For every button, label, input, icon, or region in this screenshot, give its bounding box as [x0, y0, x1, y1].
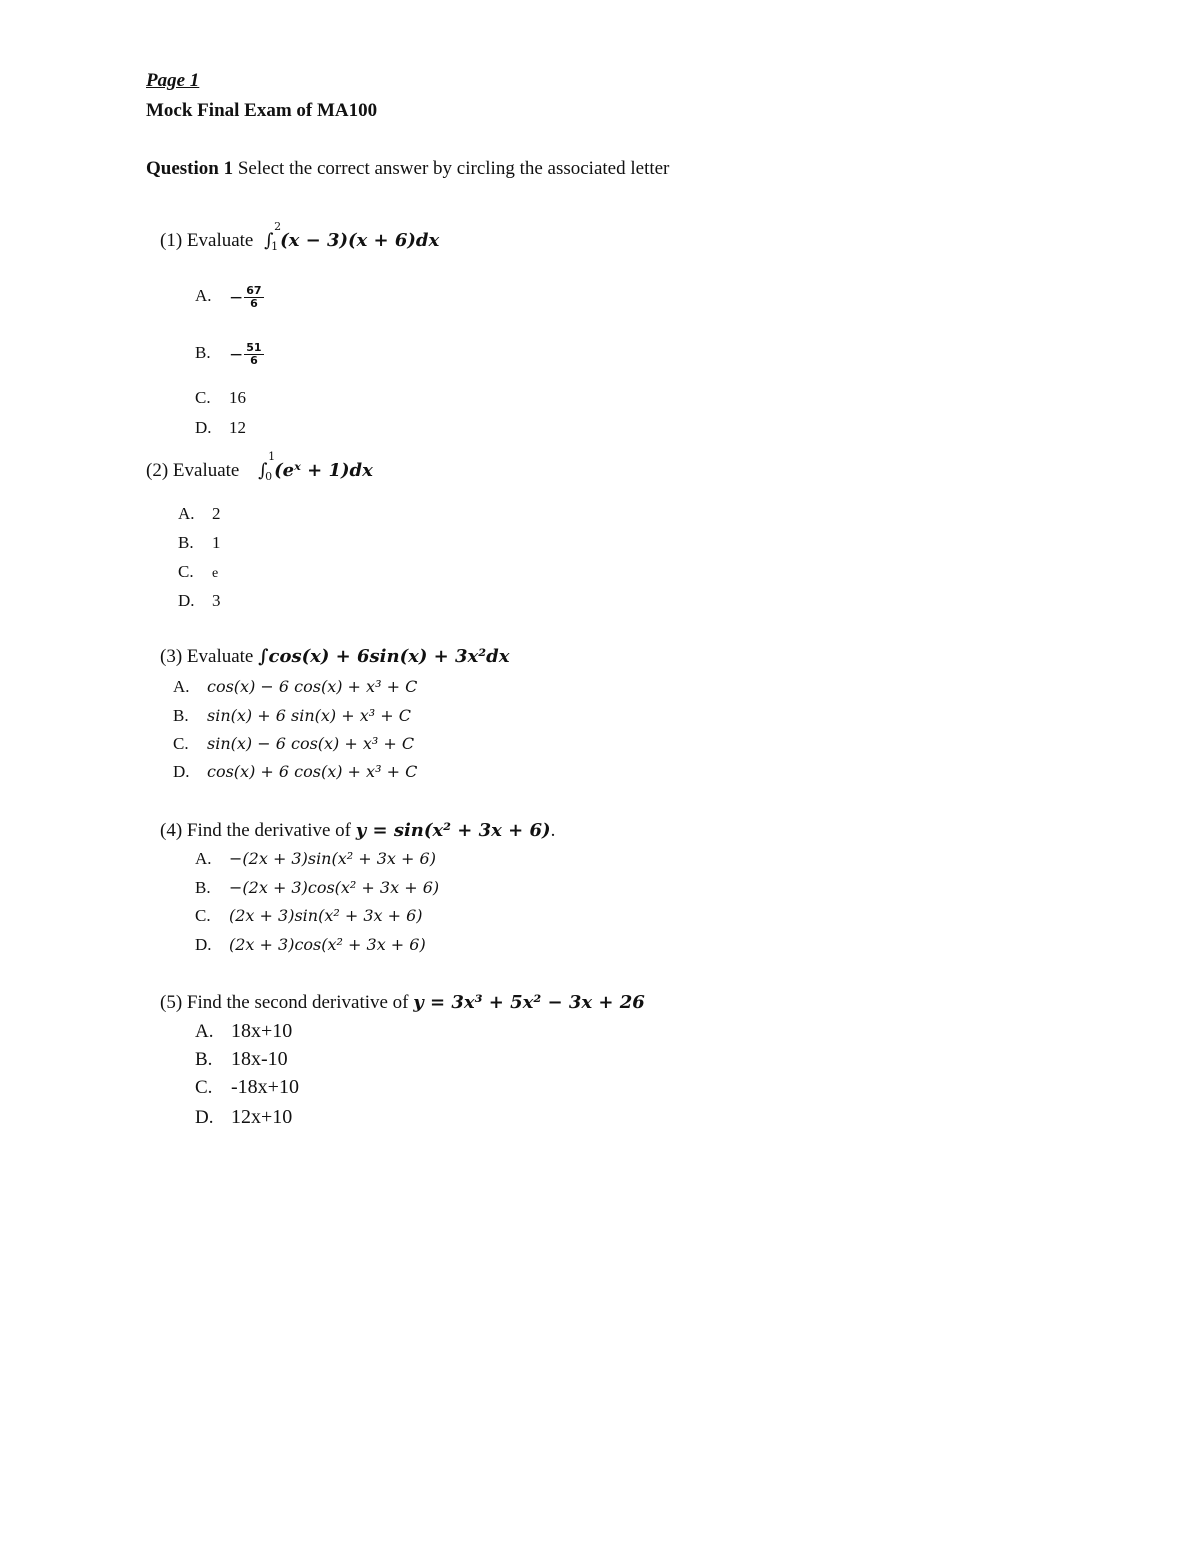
- item-3-option-d[interactable]: D. cos(x) + 6 cos(x) + x³ + C: [173, 762, 418, 781]
- item-4-option-b[interactable]: B. −(2x + 3)cos(x² + 3x + 6): [195, 878, 440, 897]
- item-4-option-c[interactable]: C. (2x + 3)sin(x² + 3x + 6): [195, 906, 423, 925]
- item-number: (1): [160, 230, 183, 251]
- item-number: (5): [160, 992, 183, 1013]
- question-heading: [146, 158, 669, 180]
- item-2-option-d[interactable]: D. 3: [178, 591, 221, 610]
- item-4-option-a[interactable]: A. −(2x + 3)sin(x² + 3x + 6): [195, 849, 436, 868]
- item-number: (3): [160, 646, 183, 667]
- item-1-prompt: [160, 220, 440, 253]
- expression: y = sin(x² + 3x + 6): [355, 820, 551, 841]
- integrand: ∫cos(x) + 6sin(x) + 3x²dx: [258, 646, 510, 667]
- item-3-prompt: [160, 646, 509, 668]
- integrand: (eˣ + 1)dx: [274, 460, 373, 481]
- integral-sign: ∫ 2 1: [264, 220, 282, 253]
- exam-title: Mock Final Exam of MA100: [146, 100, 378, 121]
- expression: y = 3x³ + 5x² − 3x + 26: [413, 992, 645, 1013]
- item-5-option-c[interactable]: C. -18x+10: [195, 1076, 299, 1098]
- integrand: (x − 3)(x + 6)dx: [280, 230, 440, 251]
- page-label: Page 1: [146, 70, 200, 91]
- fraction: $\frac{51}{6}$: [246, 341, 262, 367]
- item-4-prompt: (4) Find the derivative of y = sin(x² + 3x + 6).: [160, 820, 556, 841]
- item-3-option-c[interactable]: C. sin(x) − 6 cos(x) + x³ + C: [173, 734, 415, 753]
- item-5-option-d[interactable]: D. 12x+10: [195, 1106, 293, 1128]
- item-3-option-a[interactable]: A. cos(x) − 6 cos(x) + x³ + C: [173, 677, 418, 696]
- item-1-option-b[interactable]: B. − $\frac{51}{6}$: [195, 341, 262, 367]
- item-2-prompt: [146, 450, 373, 483]
- item-1-option-d[interactable]: D. 12: [195, 418, 246, 437]
- item-number: (2): [146, 460, 169, 481]
- item-5-option-b[interactable]: B. 18x-10: [195, 1048, 288, 1070]
- item-1-option-c[interactable]: C. 16: [195, 388, 246, 407]
- item-1-option-a[interactable]: A. − $\frac{67}{6}$: [195, 284, 262, 310]
- item-5-option-a[interactable]: A. 18x+10: [195, 1020, 293, 1042]
- item-verb: Evaluate: [186, 230, 254, 251]
- item-verb: Evaluate: [186, 646, 254, 667]
- item-number: (4): [160, 820, 183, 841]
- item-verb: Find the derivative of: [186, 820, 352, 841]
- item-verb: Evaluate: [172, 460, 240, 481]
- item-5-prompt: [160, 992, 645, 1014]
- item-3-option-b[interactable]: B. sin(x) + 6 sin(x) + x³ + C: [173, 706, 411, 725]
- question-instruction: Select the correct answer by circling the associated letter: [237, 158, 670, 179]
- integral-sign: ∫ 1 0: [258, 450, 276, 483]
- item-verb: Find the second derivative of: [186, 992, 409, 1013]
- item-2-option-b[interactable]: B. 1: [178, 533, 221, 552]
- fraction: $\frac{67}{6}$: [246, 284, 262, 310]
- question-label: Question 1: [146, 158, 234, 179]
- item-2-option-a[interactable]: A. 2: [178, 504, 221, 523]
- item-2-option-c[interactable]: C. e: [178, 562, 219, 581]
- item-4-option-d[interactable]: D. (2x + 3)cos(x² + 3x + 6): [195, 935, 426, 954]
